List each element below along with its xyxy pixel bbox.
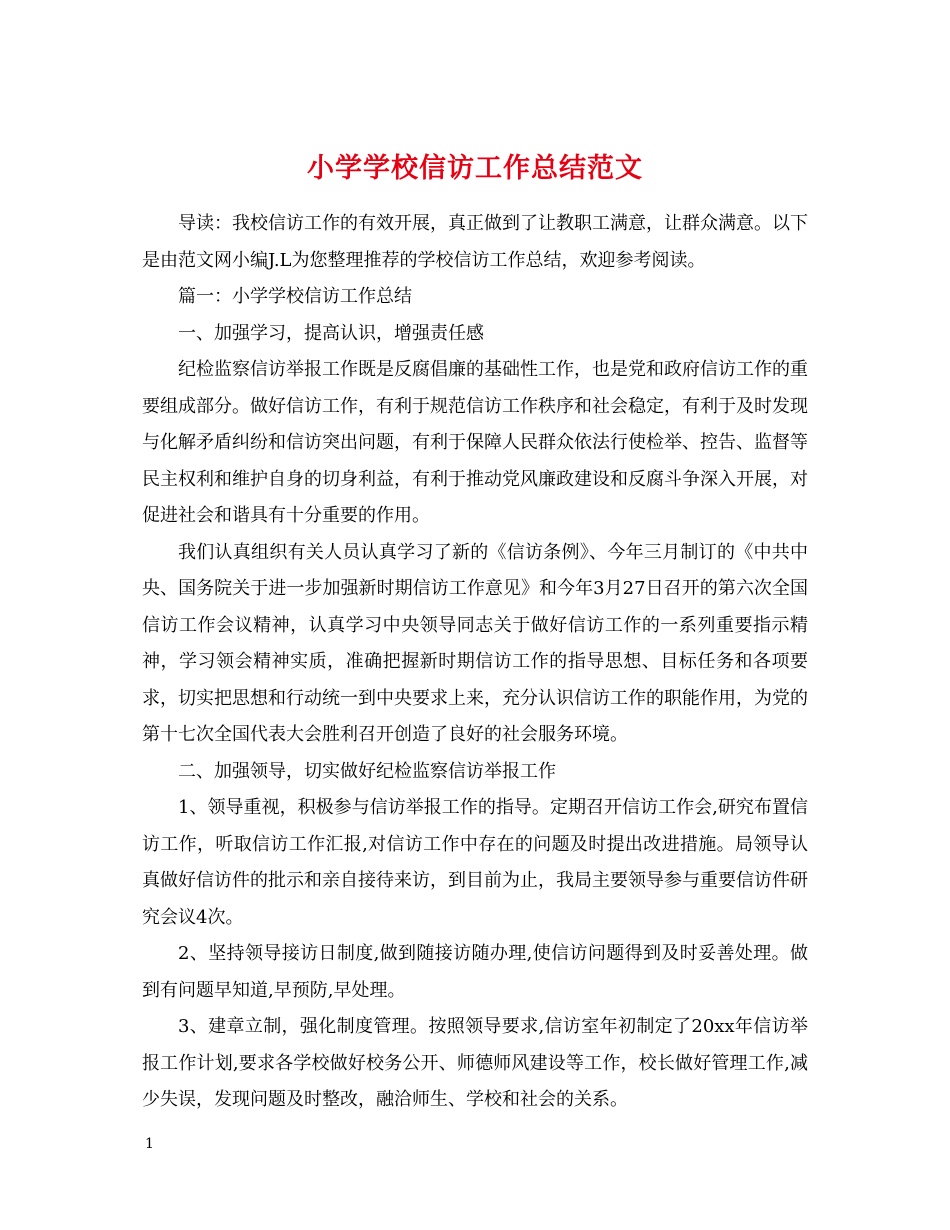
paragraph-item-1: 1、领导重视，积极参与信访举报工作的指导。定期召开信访工作会,研究布置信访工作，听取信访工作汇报,对信访工作中存在的问题及时提出改进措施。局领导认真做好信访件的批示和亲自接待来访，到目前为止，我局主要领导参与重要信访件研究会议4次。: [142, 797, 808, 928]
paragraph-subheading-1: 一、加强学习，提高认识，增强责任感: [178, 322, 484, 344]
document-body: [142, 206, 808, 1119]
paragraph-intro: 导读：我校信访工作的有效开展，真正做到了让教职工满意，让群众满意。以下是由范文网小编J.L为您整理推荐的学校信访工作总结，欢迎参考阅读。: [142, 213, 808, 271]
paragraph-body-1: 纪检监察信访举报工作既是反腐倡廉的基础性工作，也是党和政府信访工作的重要组成部分。做好信访工作，有利于规范信访工作秩序和社会稳定，有利于及时发现与化解矛盾纠纷和信访突出问题，有利于保障人民群众依法行使检举、控告、监督等民主权利和维护自身的切身利益，有利于推动党风廉政建设和反腐斗争深入开展，对促进社会和谐具有十分重要的作用。: [142, 359, 808, 526]
document-title: 小学学校信访工作总结范文: [307, 153, 643, 185]
paragraph-subheading-2: 二、加强领导，切实做好纪检监察信访举报工作: [178, 760, 556, 782]
page-number: 1: [145, 1136, 154, 1152]
paragraph-body-2: 我们认真组织有关人员认真学习了新的《信访条例》、今年三月制订的《中共中央、国务院关于进一步加强新时期信访工作意见》和今年3月27日召开的第六次全国信访工作会议精神，认真学习中央领导同志关于做好信访工作的一系列重要指示精神，学习领会精神实质，准确把握新时期信访工作的指导思想、目标任务和各项要求，切实把思想和行动统一到中央要求上来，充分认识信访工作的职能作用，为党的第十七次全国代表大会胜利召开创造了良好的社会服务环境。: [142, 541, 808, 745]
paragraph-section-heading: 篇一：小学学校信访工作总结: [178, 286, 412, 307]
paragraph-item-3: 3、建章立制，强化制度管理。按照领导要求,信访室年初制定了20xx年信访举报工作计划,要求各学校做好校务公开、师德师风建设等工作，校长做好管理工作,减少失误，发现问题及时整改，融洽师生、学校和社会的关系。: [142, 1016, 808, 1110]
paragraph-item-2: 2、坚持领导接访日制度,做到随接访随办理,使信访问题得到及时妥善处理。做到有问题早知道,早预防,早处理。: [142, 943, 808, 1001]
